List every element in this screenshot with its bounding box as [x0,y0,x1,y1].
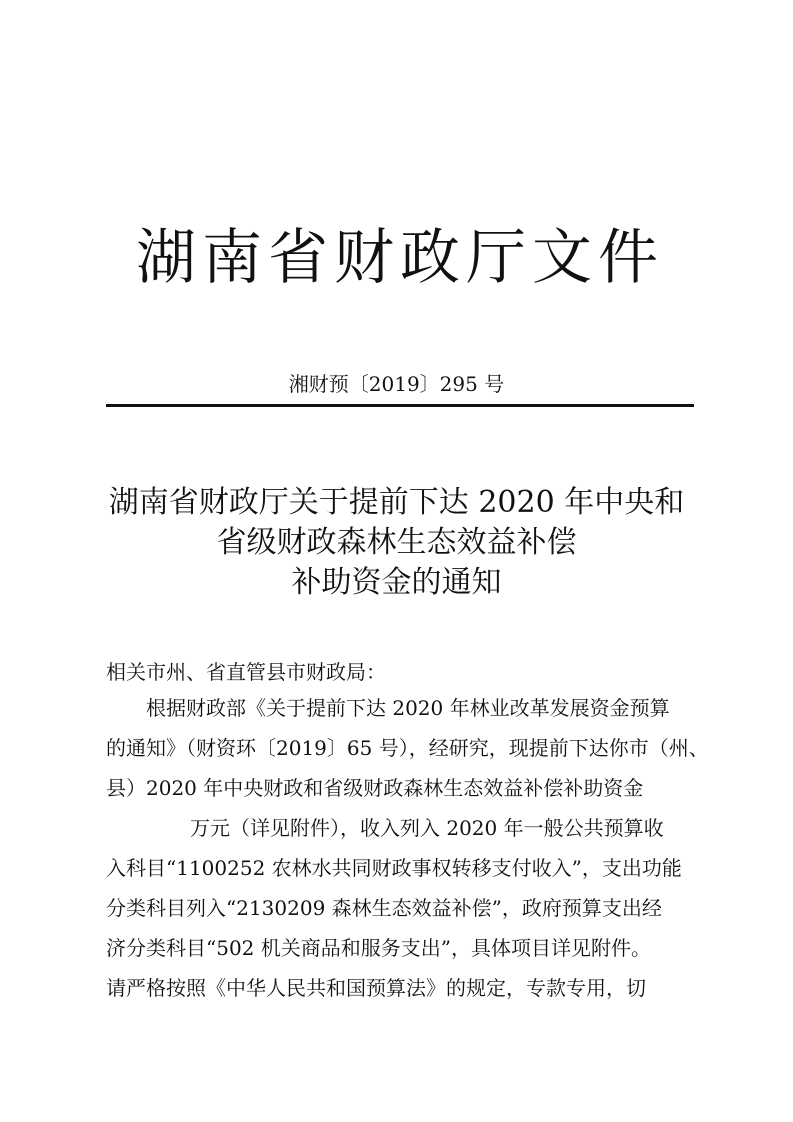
document-title-line: 省级财政森林生态效益补偿 [216,525,577,560]
body-line: 万元（详见附件），收入列入 2020 年一般公共预算收 [190,816,664,840]
document-header-title: 湖南省财政厅文件 [136,223,664,293]
document-title-line: 湖南省财政厅关于提前下达 2020 年中央和 [108,485,685,520]
header-divider-line [106,404,694,407]
document-title [0,483,793,603]
body-line: 入科目“1100252 农林水共同财政事权转移支付收入”，支出功能 [106,856,682,880]
body-line: 的通知》（财资环〔2019〕65 号），经研究，现提前下达你市（州、 [106,736,709,760]
salutation: 相关市州、省直管县市财政局： [106,660,386,684]
document-number: 湘财预〔2019〕295 号 [288,372,505,396]
body-line: 请严格按照《中华人民共和国预算法》的规定，专款专用，切 [106,976,646,1000]
body-line: 根据财政部《关于提前下达 2020 年林业改革发展资金预算 [146,696,670,720]
body-line: 县）2020 年中央财政和省级财政森林生态效益补偿补助资金 [106,776,644,800]
body-line: 分类科目列入“2130209 森林生态效益补偿”，政府预算支出经 [106,896,662,920]
body-paragraph [106,688,709,1008]
document-title-line: 补助资金的通知 [291,565,502,600]
body-line: 济分类科目“502 机关商品和服务支出”，具体项目详见附件。 [106,936,651,960]
